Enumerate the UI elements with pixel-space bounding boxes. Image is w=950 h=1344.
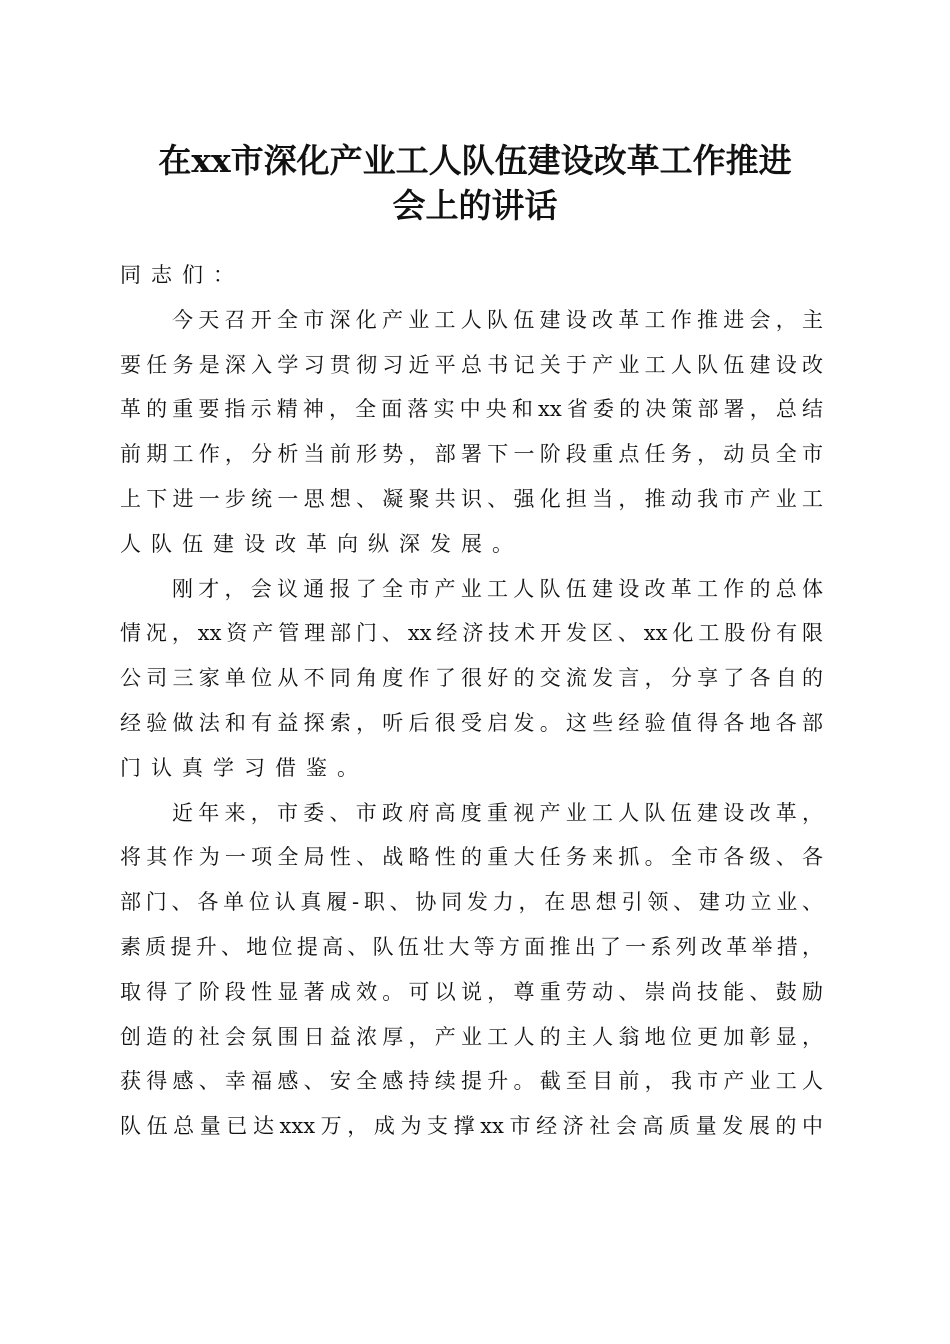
- text-line: 革的重要指示精神，全面落实中央和xx省委的决策部署，总结: [120, 397, 823, 422]
- text-line: 今天召开全市深化产业工人队伍建设改革工作推进会，主: [172, 307, 823, 332]
- text-line: 素质提升、地位提高、队伍壮大等方面推出了一系列改革举措，: [120, 934, 823, 959]
- text-line: 情况，xx资产管理部门、xx经济技术开发区、xx化工股份有限: [120, 621, 823, 646]
- text-line: 队伍总量已达xxx万，成为支撑xx市经济社会高质量发展的中: [120, 1114, 823, 1139]
- text-line: 近年来，市委、市政府高度重视产业工人队伍建设改革，: [172, 800, 823, 825]
- text-line: 要任务是深入学习贯彻习近平总书记关于产业工人队伍建设改: [120, 352, 823, 377]
- paragraph: [120, 567, 823, 791]
- text-line: 前期工作，分析当前形势，部署下一阶段重点任务，动员全市: [120, 442, 823, 467]
- salutation: 同志们：: [120, 263, 244, 287]
- text-line: 取得了阶段性显著成效。可以说，尊重劳动、崇尚技能、鼓励: [120, 979, 823, 1004]
- title-line: 会上的讲话: [392, 186, 558, 225]
- text-line: 将其作为一项全局性、战略性的重大任务来抓。全市各级、各: [120, 845, 823, 870]
- text-line: 部门、各单位认真履-职、协同发力，在思想引领、建功立业、: [120, 890, 823, 915]
- paragraph: [120, 298, 823, 567]
- document-title: [0, 138, 950, 228]
- text-line: 上下进一步统一思想、凝聚共识、强化担当，推动我市产业工: [120, 486, 823, 511]
- paragraph: [120, 791, 823, 1149]
- text-line: 创造的社会氛围日益浓厚，产业工人的主人翁地位更加彰显，: [120, 1024, 823, 1049]
- text-line: 门认真学习借鉴。: [120, 755, 368, 780]
- text-line: 获得感、幸福感、安全感持续提升。截至目前，我市产业工人: [120, 1069, 823, 1094]
- text-line: 公司三家单位从不同角度作了很好的交流发言，分享了各自的: [120, 666, 823, 691]
- document-body: [120, 253, 823, 1149]
- title-line: 在xx市深化产业工人队伍建设改革工作推进: [158, 141, 792, 180]
- text-line: 人队伍建设改革向纵深发展。: [120, 531, 523, 556]
- text-line: 刚才，会议通报了全市产业工人队伍建设改革工作的总体: [172, 576, 823, 601]
- text-line: 经验做法和有益探索，听后很受启发。这些经验值得各地各部: [120, 710, 823, 735]
